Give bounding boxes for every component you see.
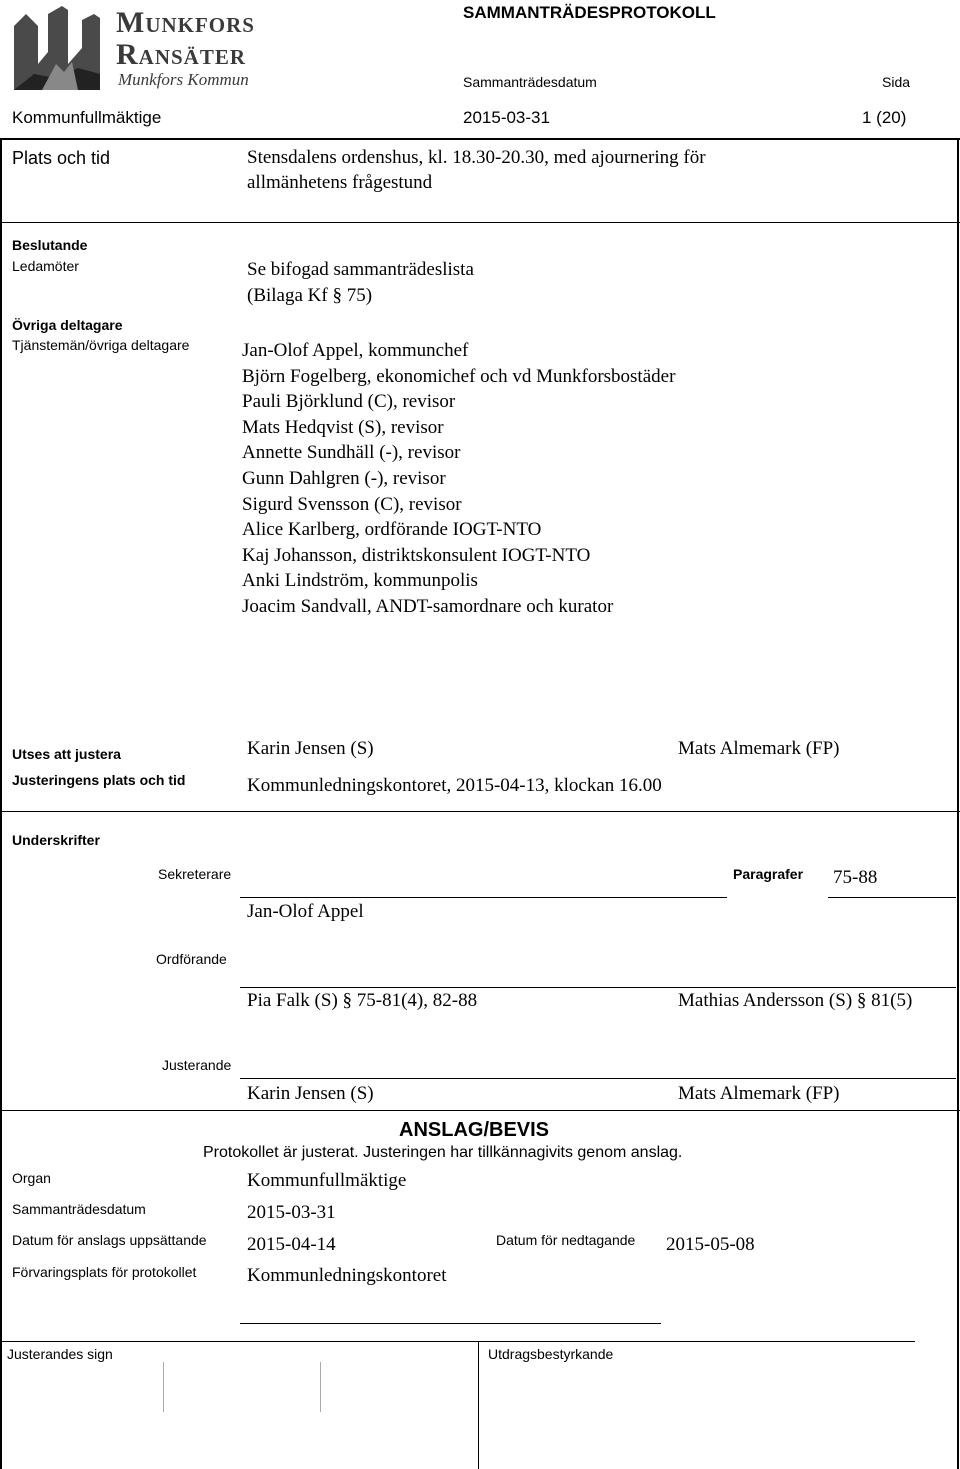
posted-label: Datum för anslags uppsättande bbox=[12, 1232, 207, 1248]
decision-label: Beslutande bbox=[12, 237, 88, 253]
list-item: Annette Sundhäll (-), revisor bbox=[242, 442, 461, 464]
adjusters-label: Utses att justera bbox=[12, 746, 121, 762]
signatures-heading: Underskrifter bbox=[12, 832, 100, 848]
meeting-place-line-2: allmänhetens frågestund bbox=[247, 172, 433, 193]
logo-line-3: Munkfors Kommun bbox=[118, 70, 249, 89]
list-item: Jan-Olof Appel, kommunchef bbox=[242, 340, 469, 361]
header-date-label: Sammanträdesdatum bbox=[463, 74, 597, 90]
notice-title: ANSLAG/BEVIS bbox=[399, 1119, 550, 1141]
section-rule-3 bbox=[0, 1110, 960, 1111]
chair-label: Ordförande bbox=[156, 951, 227, 967]
list-item: Alice Karlberg, ordförande IOGT-NTO bbox=[242, 519, 542, 541]
list-item: Mats Hedqvist (S), revisor bbox=[242, 416, 444, 438]
organ-value: Kommunfullmäktige bbox=[247, 1170, 407, 1191]
logo bbox=[8, 4, 268, 96]
sign-box-divider-2 bbox=[320, 1362, 321, 1412]
members-label: Ledamöter bbox=[12, 258, 79, 274]
adjuster-signature-line bbox=[240, 1078, 956, 1079]
adjustment-place: Kommunledningskontoret, 2015-04-13, klockan 16.00 bbox=[247, 775, 662, 796]
paragraphs-label: Paragrafer bbox=[733, 866, 804, 882]
others-label: Övriga deltagare bbox=[12, 317, 123, 333]
members-line-2: (Bilaga Kf § 75) bbox=[247, 285, 373, 306]
notice-date-value: 2015-03-31 bbox=[247, 1202, 336, 1223]
header-page-number: 1 (20) bbox=[862, 108, 907, 127]
list-item: Gunn Dahlgren (-), revisor bbox=[242, 467, 446, 489]
organ-label: Organ bbox=[12, 1170, 51, 1186]
header-body: Kommunfullmäktige bbox=[12, 108, 162, 127]
adjuster-1: Karin Jensen (S) bbox=[247, 738, 374, 759]
meeting-place-label: Plats och tid bbox=[12, 148, 111, 168]
removed-value: 2015-05-08 bbox=[666, 1234, 755, 1255]
header-rule bbox=[0, 138, 960, 140]
header-page-label: Sida bbox=[882, 74, 911, 90]
notice-date-label: Sammanträdesdatum bbox=[12, 1201, 146, 1217]
sign-box-divider-1 bbox=[163, 1362, 164, 1412]
list-item: Sigurd Svensson (C), revisor bbox=[242, 493, 462, 515]
members-line-1: Se bifogad sammanträdeslista bbox=[247, 259, 474, 280]
section-rule-2 bbox=[0, 811, 960, 812]
adjuster-sign-label: Justerande bbox=[162, 1057, 232, 1073]
list-item: Kaj Johansson, distriktskonsulent IOGT-NTO bbox=[242, 544, 591, 566]
notice-subtitle: Protokollet är justerat. Justeringen har tillkännagivits genom anslag. bbox=[203, 1144, 683, 1161]
list-item: Pauli Björklund (C), revisor bbox=[242, 391, 456, 413]
posted-value: 2015-04-14 bbox=[247, 1234, 336, 1255]
left-border bbox=[0, 138, 2, 1469]
secretary-signature-line bbox=[240, 897, 727, 898]
secretary-name: Jan-Olof Appel bbox=[247, 901, 364, 922]
logo-mark bbox=[8, 4, 108, 96]
list-item: Anki Lindström, kommunpolis bbox=[242, 570, 478, 592]
chair-name: Pia Falk (S) § 75-81(4), 82-88 bbox=[247, 990, 478, 1011]
list-item: Björn Fogelberg, ekonomichef och vd Munkforsbostäder bbox=[242, 365, 676, 387]
meeting-place-line-1: Stensdalens ordenshus, kl. 18.30-20.30, med ajournering för bbox=[247, 147, 706, 168]
removed-label: Datum för nedtagande bbox=[496, 1232, 636, 1248]
footer-divider bbox=[478, 1341, 479, 1469]
paragraphs-line bbox=[828, 897, 956, 898]
adjuster-sign-2: Mats Almemark (FP) bbox=[678, 1083, 840, 1104]
storage-value: Kommunledningskontoret bbox=[247, 1265, 447, 1286]
storage-label: Förvaringsplats för protokollet bbox=[12, 1264, 197, 1280]
list-item: Joacim Sandvall, ANDT-samordnare och kurator bbox=[242, 595, 614, 617]
adjustment-place-label: Justeringens plats och tid bbox=[12, 772, 186, 788]
logo-line-1: Munkfors bbox=[116, 6, 255, 39]
adjuster-2: Mats Almemark (FP) bbox=[678, 738, 840, 759]
staff-list bbox=[242, 338, 675, 620]
document-title: SAMMANTRÄDESPROTOKOLL bbox=[463, 3, 716, 22]
logo-line-2: Ransäter bbox=[116, 38, 247, 71]
paragraphs-value: 75-88 bbox=[833, 867, 878, 888]
secretary-label: Sekreterare bbox=[158, 866, 232, 882]
header-date: 2015-03-31 bbox=[463, 108, 550, 127]
section-rule-1 bbox=[0, 222, 960, 223]
chair2-name: Mathias Andersson (S) § 81(5) bbox=[678, 990, 913, 1011]
footer-rule bbox=[0, 1341, 915, 1342]
staff-label: Tjänstemän/övriga deltagare bbox=[12, 337, 190, 353]
adjuster-sign-1: Karin Jensen (S) bbox=[247, 1083, 374, 1104]
footer-extract-label: Utdragsbestyrkande bbox=[488, 1346, 614, 1362]
right-border bbox=[957, 138, 959, 1469]
chair-signature-line bbox=[240, 987, 956, 988]
notice-signature-line bbox=[240, 1323, 661, 1324]
footer-sign-label: Justerandes sign bbox=[7, 1346, 113, 1362]
